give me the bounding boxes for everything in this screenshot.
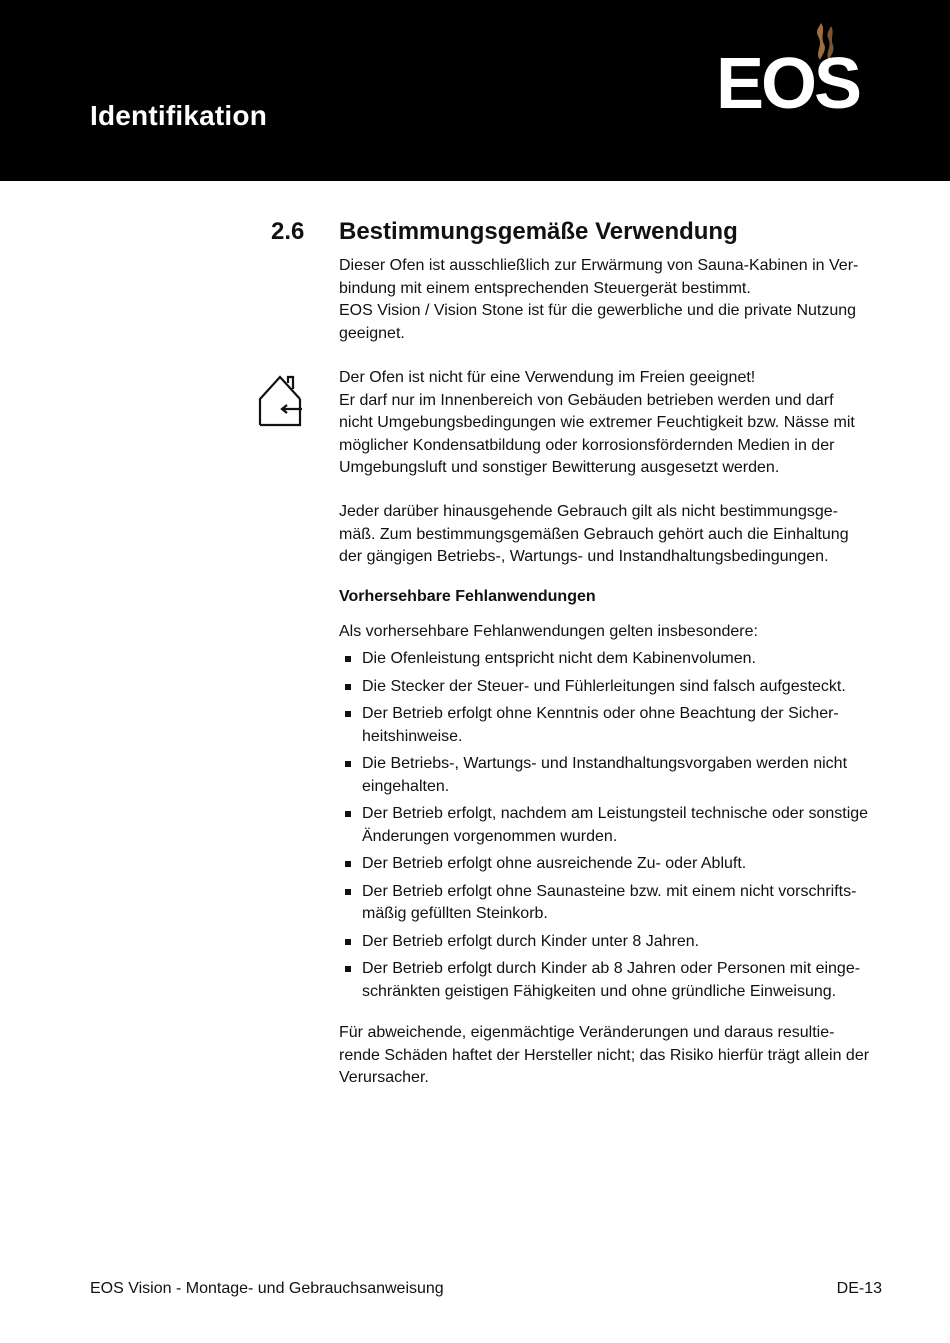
text-line: Die Stecker der Steuer- und Fühlerleitungen sind falsch aufgesteckt. <box>362 677 846 695</box>
misuse-intro: Als vorhersehbare Fehlanwendungen gelten insbesondere: <box>339 623 758 640</box>
text-line: Der Betrieb erfolgt durch Kinder ab 8 Jahren oder Personen mit einge- <box>362 960 861 977</box>
bullet-icon <box>345 966 351 972</box>
header-bar <box>0 0 950 181</box>
text-line: heitshinweise. <box>362 727 463 745</box>
text-line: Umgebungsluft und sonstiger Bewitterung ausgesetzt werden. <box>339 459 780 476</box>
paragraph-purpose <box>339 255 884 345</box>
text-line: Er darf nur im Innenbereich von Gebäuden betrieben werden und darf <box>339 391 834 409</box>
text-line: möglicher Kondensatbildung oder korrosionsfördernden Medien in der <box>339 436 835 454</box>
list-item <box>339 958 884 1003</box>
bullet-icon <box>345 684 351 690</box>
text-line: Der Betrieb erfolgt ohne Saunasteine bzw. mit einem nicht vorschrifts- <box>362 882 857 900</box>
bullet-icon <box>345 861 351 867</box>
footer-page-number: DE-13 <box>836 1280 882 1297</box>
text-line: Der Betrieb erfolgt ohne ausreichende Zu- oder Abluft. <box>362 855 747 872</box>
text-line: rende Schäden haftet der Hersteller nicht; das Risiko hierfür trägt allein der <box>339 1046 870 1064</box>
text-line: Für abweichende, eigenmächtige Veränderungen und daraus resultie- <box>339 1024 835 1041</box>
misuse-list <box>339 648 884 1008</box>
bullet-icon <box>345 939 351 945</box>
list-item <box>339 803 884 848</box>
text-line: EOS Vision / Vision Stone ist für die gewerbliche und die private Nutzung <box>339 302 857 319</box>
section-number: 2.6 <box>271 218 305 245</box>
text-line: Der Betrieb erfolgt, nachdem am Leistungsteil technische oder sonstige <box>362 805 869 822</box>
bullet-icon <box>345 889 351 895</box>
bullet-icon <box>345 761 351 767</box>
list-item <box>339 931 884 954</box>
text-line: eingehalten. <box>362 777 450 795</box>
bullet-icon <box>345 711 351 717</box>
paragraph-indoor-use <box>339 367 884 480</box>
text-line: mäß. Zum bestimmungsgemäßen Gebrauch gehört auch die Einhaltung <box>339 525 849 543</box>
footer-document-title: EOS Vision - Montage- und Gebrauchsanweisung <box>90 1280 444 1297</box>
text-line: Die Betriebs-, Wartungs- und Instandhaltungsvorgaben werden nicht <box>362 755 848 772</box>
text-line: Änderungen vorgenommen wurden. <box>362 827 618 845</box>
list-item <box>339 881 884 926</box>
text-line: Verursacher. <box>339 1069 429 1086</box>
bullet-icon <box>345 811 351 817</box>
eos-logo <box>716 22 886 124</box>
text-line: bindung mit einem entsprechenden Steuergerät bestimmt. <box>339 279 751 297</box>
list-item <box>339 753 884 798</box>
text-line: Jeder darüber hinausgehende Gebrauch gilt als nicht bestimmungsge- <box>339 503 838 520</box>
paragraph-liability <box>339 1022 884 1090</box>
misuse-heading: Vorhersehbare Fehlanwendungen <box>339 588 596 605</box>
text-line: Die Ofenleistung entspricht nicht dem Kabinenvolumen. <box>362 650 756 667</box>
indoor-use-house-icon <box>256 373 304 429</box>
list-item <box>339 676 884 699</box>
text-line: Der Betrieb erfolgt durch Kinder unter 8 Jahren. <box>362 932 700 950</box>
text-line: Der Ofen ist nicht für eine Verwendung im Freien geeignet! <box>339 369 756 386</box>
list-item <box>339 703 884 748</box>
header-title: Identifikation <box>90 100 268 131</box>
bullet-icon <box>345 656 351 662</box>
text-line: nicht Umgebungsbedingungen wie extremer Feuchtigkeit bzw. Nässe mit <box>339 414 855 431</box>
text-line: geeignet. <box>339 324 405 342</box>
text-line: Dieser Ofen ist ausschließlich zur Erwärmung von Sauna-Kabinen in Ver- <box>339 257 859 274</box>
text-line: mäßig gefüllten Steinkorb. <box>362 905 548 922</box>
text-line: Der Betrieb erfolgt ohne Kenntnis oder ohne Beachtung der Sicher- <box>362 705 839 722</box>
paragraph-intended-use <box>339 501 884 569</box>
list-item <box>339 853 884 876</box>
text-line: schränkten geistigen Fähigkeiten und ohne gründliche Einweisung. <box>362 982 837 1000</box>
list-item <box>339 648 884 671</box>
text-line: der gängigen Betriebs-, Wartungs- und Instandhaltungsbedingungen. <box>339 548 829 565</box>
logo-text: EOS <box>716 44 860 124</box>
section-title: Bestimmungsgemäße Verwendung <box>339 218 738 245</box>
